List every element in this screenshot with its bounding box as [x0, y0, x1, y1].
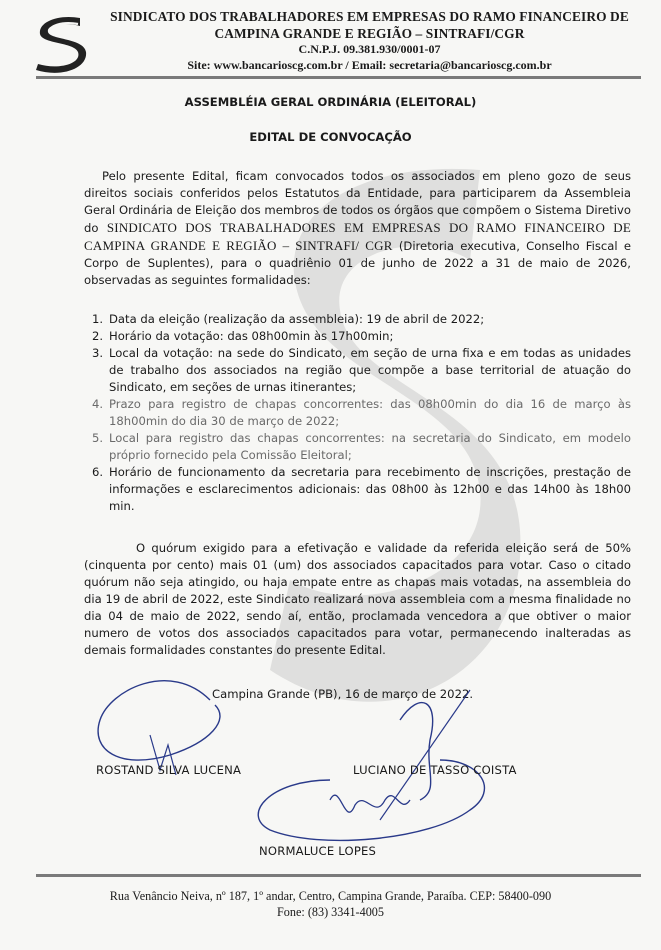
intro-paragraph	[84, 168, 631, 289]
document-subtitle: EDITAL DE CONVOCAÇÃO	[249, 130, 412, 144]
letterhead-line1: SINDICATO DOS TRABALHADORES EM EMPRESAS DO RAMO FINANCEIRO DE	[110, 9, 629, 24]
list-item	[92, 396, 631, 430]
list-item	[92, 311, 631, 328]
list-item-text: Local para registro das chapas concorrentes: na secretaria do Sindicato, em modelo próprio fornecido pela Comissão Eleitoral;	[109, 431, 631, 462]
footer-address: Rua Venâncio Neiva, nº 187, 1º andar, Centro, Campina Grande, Paraíba. CEP: 58400-090	[109, 889, 552, 903]
intro-part2: (Diretoria executiva, Conselho Fiscal e Corpo de Suplentes), para o quadriênio 01 de junho de 2022 a 31 de maio de 2026, observadas as seguintes formalidades:	[84, 239, 631, 287]
letterhead-cnpj: C.N.P.J. 09.381.930/0001-07	[298, 42, 441, 56]
list-item-number: 5.	[92, 431, 104, 445]
list-item-text: Data da eleição (realização da assembleia): 19 de abril de 2022;	[109, 312, 485, 326]
list-item	[92, 345, 631, 396]
city-date: Campina Grande (PB), 16 de março de 2022.	[212, 687, 474, 701]
list-item-text: Local da votação: na sede do Sindicato, em seção de urna fixa e em todas as unidades de trabalho dos associados na região que compõe a base territorial de atuação do Sindicato, em seções de urnas itinerantes;	[109, 346, 631, 394]
letterhead-line2: CAMPINA GRANDE E REGIÃO – SINTRAFI/CGR	[214, 26, 525, 41]
formalities-list	[92, 311, 631, 515]
letterhead-site-email: Site: www.bancarioscg.com.br / Email: secretaria@bancarioscg.com.br	[187, 58, 552, 72]
sintrafi-s-logo-icon	[28, 12, 90, 74]
list-item	[92, 328, 631, 345]
list-item-text: Horário de funcionamento da secretaria para recebimento de inscrições, prestação de informações e esclarecimentos adicionais: das 08h00 às 12h00 e das 14h00 às 18h00 min.	[109, 465, 631, 513]
list-item-number: 3.	[92, 346, 104, 360]
signatory-name-3: NORMALUCE LOPES	[259, 844, 377, 858]
list-item-number: 2.	[92, 329, 104, 343]
document-title: ASSEMBLÉIA GERAL ORDINÁRIA (ELEITORAL)	[184, 95, 477, 109]
list-item	[92, 430, 631, 464]
list-item-text: Prazo para registro de chapas concorrentes: das 08h00min do dia 16 de março às 18h00min do dia 30 de março de 2022;	[109, 397, 631, 428]
list-item	[92, 464, 631, 515]
quorum-text: O quórum exigido para a efetivação e validade da referida eleição será de 50% (cinquenta por cento) mais 01 (um) dos associados capacitados para votar. Caso o citado quórum não seja atingido, ou haja empate entre as chapas mais votadas, na assembleia do dia 19 de abril de 2022, este Sindicato realizará nova assembleia com a mesma finalidade no dia 04 de maio de 2022, sendo aí, então, proclamada vencedora a que obtiver o maior numero de votos dos associados capacitados para votar, permanecendo inalteradas as demais formalidades constantes do presente Edital.	[84, 541, 631, 657]
footer-divider	[36, 874, 641, 877]
signatory-name-2: LUCIANO DE TASSO COISTA	[353, 763, 517, 777]
intro-entity-name: SINDICATO DOS TRABALHADORES EM EMPRESAS DO RAMO FINANCEIRO DE CAMPINA GRANDE E REGIÃO – SINTRAFI/ CGR	[84, 220, 631, 253]
list-item-text: Horário da votação: das 08h00min às 17h00min;	[109, 329, 394, 343]
list-item-number: 6.	[92, 465, 104, 479]
list-item-number: 1.	[92, 312, 104, 326]
list-item-number: 4.	[92, 397, 104, 411]
intro-part1: Pelo presente Edital, ficam convocados todos os associados em pleno gozo de seus direitos sociais conferidos pelos Estatutos da Entidade, para participarem da Assembleia Geral Ordinária de Eleição dos membros de todos os órgãos que compõem o Sistema Diretivo do	[84, 169, 631, 235]
letterhead	[0, 6, 661, 80]
signatory-name-1: ROSTAND SILVA LUCENA	[96, 763, 242, 777]
header-divider	[36, 76, 641, 79]
footer-phone: Fone: (83) 3341-4005	[277, 905, 384, 919]
quorum-paragraph	[84, 540, 631, 659]
footer	[0, 888, 661, 920]
